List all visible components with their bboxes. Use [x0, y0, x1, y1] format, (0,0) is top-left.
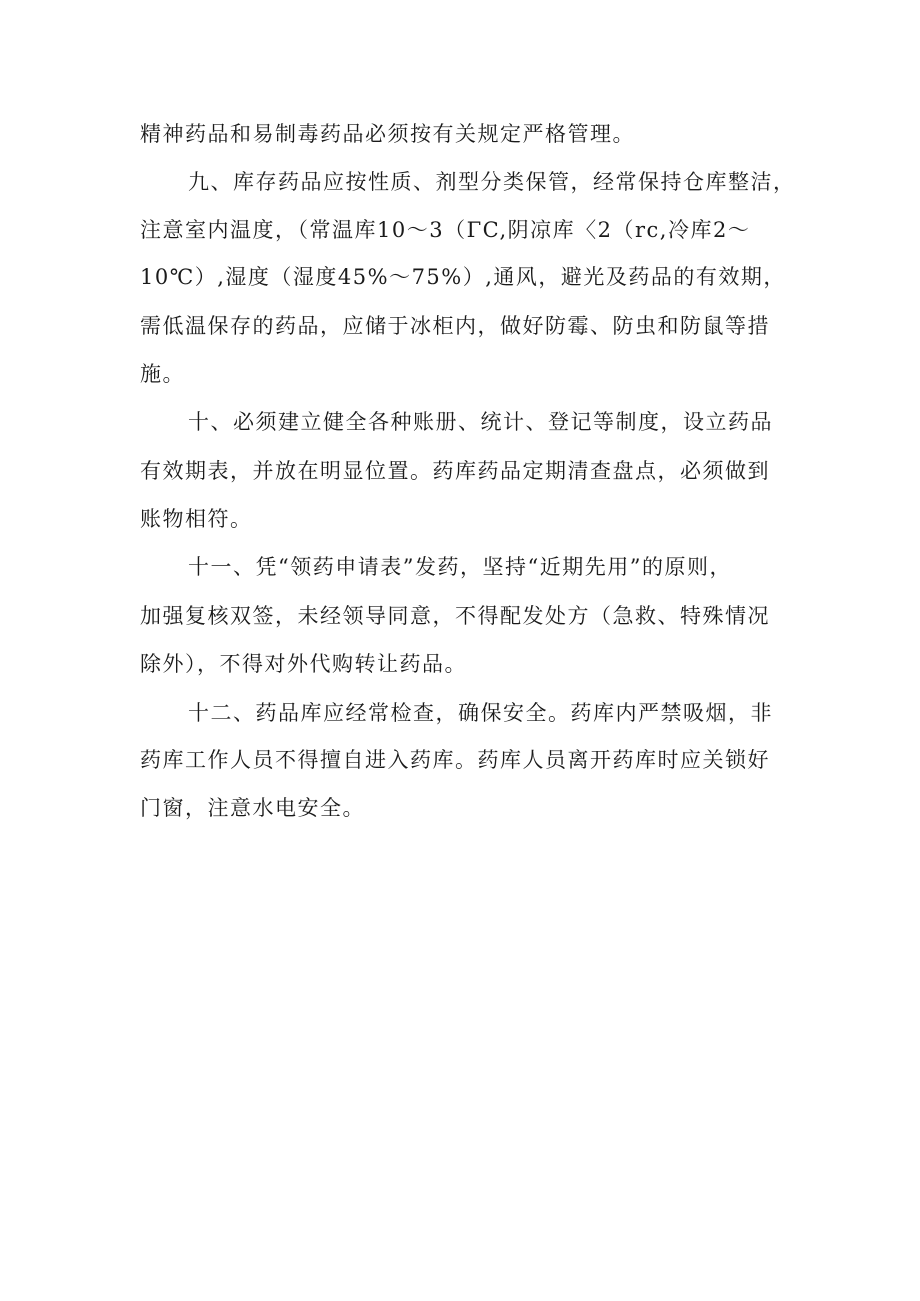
- text-line: 精神药品和易制毒药品必须按有关规定严格管理。: [140, 122, 635, 146]
- text-line: 有效期表，并放在明显位置。药库药品定期清查盘点，必须做到: [140, 459, 770, 483]
- text-line: 药库工作人员不得擅自进入药库。药库人员离开药库时应关锁好: [140, 748, 770, 772]
- text-line: 注意室内温度，（常温库10～3（ΓC,阴凉库〈2（rc,冷库2～: [140, 218, 751, 242]
- text-line: 十、必须建立健全各种账册、统计、登记等制度，设立药品: [188, 410, 773, 434]
- text-line: 十一、凭“领药申请表”发药，坚持“近期先用”的原则，: [188, 555, 732, 579]
- text-line: 门窗，注意水电安全。: [140, 796, 365, 820]
- text-line: 除外），不得对外代购转让药品。: [140, 652, 467, 676]
- text-line: 十二、药品库应经常检查，确保安全。药库内严禁吸烟，非: [188, 701, 773, 725]
- text-line: 账物相符。: [140, 507, 253, 531]
- text-line: 九、库存药品应按性质、剂型分类保管，经常保持仓库整洁，: [188, 170, 796, 194]
- text-line: 需低温保存的药品，应储于冰柜内，做好防霉、防虫和防鼠等措: [140, 314, 770, 338]
- text-line: 加强复核双签，未经领导同意，不得配发处方（急救、特殊情况: [140, 604, 770, 628]
- text-line: 施。: [140, 362, 185, 386]
- text-line: 10℃）,湿度（湿度45%～75%）,通风，避光及药品的有效期，: [140, 265, 786, 289]
